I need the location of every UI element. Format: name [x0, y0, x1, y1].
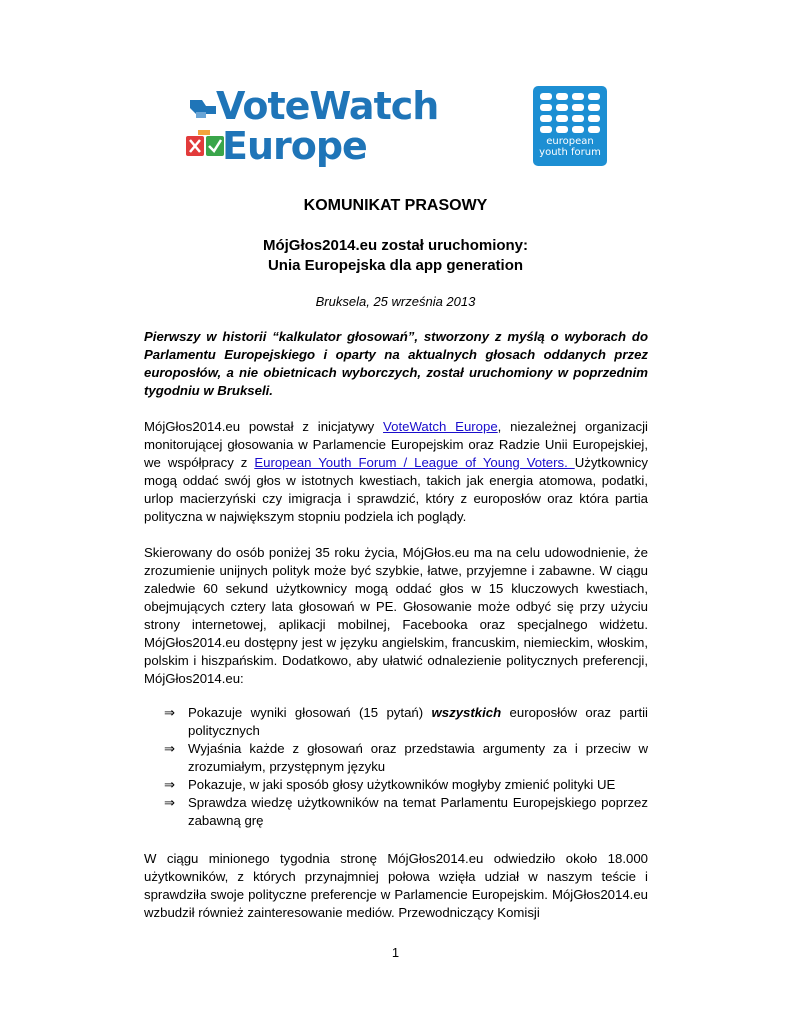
list-item	[164, 740, 648, 776]
page-number: 1	[391, 945, 400, 960]
headline-line1: MójGłos2014.eu został uruchomiony:	[262, 237, 529, 254]
eyf-line2: youth forum	[539, 147, 601, 158]
b4-text: Sprawdza wiedzę użytkowników na temat Parlamentu Europejskiego poprzez zabawną grę	[188, 795, 648, 828]
p1-text-a: MójGłos2014.eu powstał z inicjatywy	[144, 419, 384, 434]
paragraph-1	[144, 418, 648, 526]
headline-line2: Unia Europejska dla app generation	[267, 257, 524, 274]
arrow-icon: ⇒	[164, 705, 176, 720]
paragraph-2: Skierowany do osób poniżej 35 roku życia, MójGłos.eu ma na celu udowodnienie, że zrozumienie unijnych polityk może być szybkie, łatwe, przyjemne i zabawne. W ciągu zaledwie 60 sekund użytkownicy mogą oddać głos w 15 kluczowych kwestiach, obejmujących cztery lata głosowań w PE. Głosowanie może odbyć się przy użyciu strony internetowej, aplikacji mobilnej, Facebooka oraz specjalnego widżetu. MójGłos2014.eu dostępny jest w języku angielskim, francuskim, niemieckim, włoskim, polskim i hiszpańskim. Dodatkowo, aby ułatwić odnalezienie politycznych preferencji, MójGłos2014.eu:	[144, 545, 648, 686]
arrow-icon: ⇒	[164, 741, 176, 756]
p1-text-b: , niezależnej organizacji monitorującej głosowania w Parlamencie Europejskim oraz Radzie Unii Europejskiej, we współpracy z	[144, 419, 648, 470]
youth-forum-link[interactable]: European Youth Forum / League of Young Voters.	[254, 455, 575, 470]
logo-line2: Europe	[222, 124, 367, 168]
list-item	[164, 776, 648, 794]
arrow-icon: ⇒	[164, 777, 176, 792]
european-youth-forum-logo	[533, 86, 607, 166]
votewatch-link[interactable]: VoteWatch Europe	[383, 419, 498, 434]
votewatch-wordmark	[216, 86, 438, 166]
eyf-line1: european	[546, 136, 594, 147]
b1-text-a: Pokazuje wyniki głosowań (15 pytań)	[188, 705, 432, 720]
b2-text: Wyjaśnia każde z głosowań oraz przedstawia argumenty za i przeciw w zrozumiałym, przystępnym języku	[188, 741, 648, 774]
dateline: Bruksela, 25 września 2013	[315, 294, 476, 309]
list-item	[164, 794, 648, 830]
speech-bubbles-icon	[540, 93, 600, 135]
feature-list	[164, 704, 648, 830]
headline	[0, 236, 791, 276]
eyf-wordmark	[533, 136, 607, 158]
arrow-icon: ⇒	[164, 795, 176, 810]
list-item	[164, 704, 648, 740]
b3-text: Pokazuje, w jaki sposób głosy użytkowników mogłyby zmienić polityki UE	[188, 777, 616, 792]
b1-text-b: europosłów oraz partii politycznych	[188, 705, 648, 738]
logo-line1: VoteWatch	[216, 84, 439, 128]
votewatch-europe-logo	[186, 84, 439, 168]
paragraph-4: W ciągu minionego tygodnia stronę MójGłos2014.eu odwiedziło około 18.000 użytkowników, z których przynajmniej połowa wzięła udział w naszym teście i sprawdziła swoje polityczne preferencje w Parlamencie Europejskim. MójGłos2014.eu wzbudził również zainteresowanie mediów. Przewodniczący Komisji	[144, 851, 648, 920]
press-release-title: KOMUNIKAT PRASOWY	[303, 197, 488, 214]
lead-paragraph: Pierwszy w historii “kalkulator głosowań”, stworzony z myślą o wyborach do Parlamentu Europejskiego i oparty na aktualnych głosach oddanych przez europosłów, a nie obietnicach wyborczych, został uruchomiony w poprzednim tygodniu w Brukseli.	[144, 329, 648, 398]
p1-text-c: Użytkownicy mogą oddać swój głos w istotnych kwestiach, takich jak energia atomowa, podatki, urlop macierzyński czy imigracja i sprawdzić, który z europosłów oraz która partia polityczna w największym stopniu podziela ich poglądy.	[144, 455, 648, 524]
b1-emphasis: wszystkich	[431, 705, 502, 720]
